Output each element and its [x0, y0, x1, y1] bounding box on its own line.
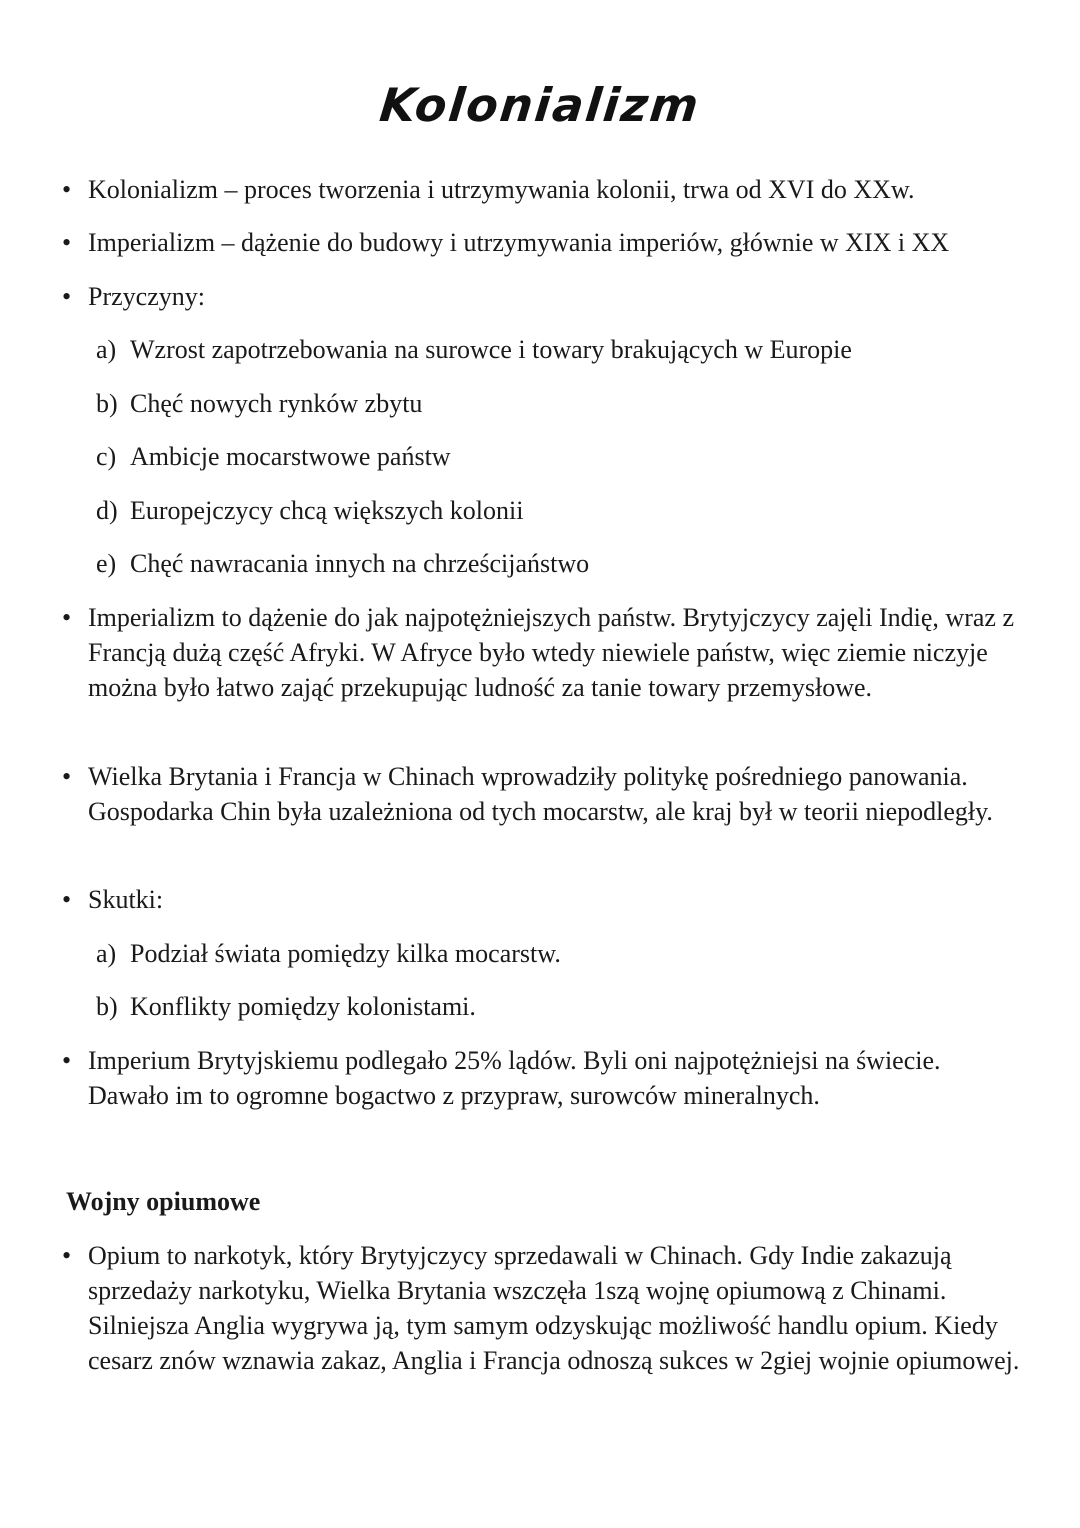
- bullet-british-empire-paragraph: Imperium Brytyjskiemu podlegało 25% lądów. Byli oni najpotężniejsi na świecie. Dawało im to ogromne bogactwo z przypraw, surowców mineralnych.: [88, 1046, 941, 1110]
- effect-item: [96, 989, 476, 1024]
- bullet-icon: •: [62, 228, 72, 257]
- effect-item: [96, 936, 561, 971]
- bullet-china-paragraph: Wielka Brytania i Francja w Chinach wprowadziły politykę pośredniego panowania. Gospodarka Chin była uzależniona od tych mocarstw, ale kraj był w teorii niepodległy.: [88, 762, 993, 826]
- bullet-icon: •: [62, 1241, 72, 1270]
- list-letter: b): [96, 389, 118, 418]
- list-letter: b): [96, 992, 118, 1021]
- cause-item: [96, 546, 589, 581]
- cause-item: [96, 332, 852, 367]
- list-text: Chęć nowych rynków zbytu: [130, 389, 423, 418]
- list-text: Chęć nawracania innych na chrześcijaństwo: [130, 549, 590, 578]
- list-text: Podział świata pomiędzy kilka mocarstw.: [130, 939, 561, 968]
- list-letter: a): [96, 335, 117, 364]
- list-letter: d): [96, 496, 118, 525]
- bullet-icon: •: [62, 282, 72, 311]
- bullet-text: Przyczyny:: [88, 282, 205, 311]
- cause-item: [96, 493, 523, 528]
- list-text: Ambicje mocarstwowe państw: [130, 442, 451, 471]
- page-title: Kolonializm: [377, 78, 703, 132]
- list-text: Wzrost zapotrzebowania na surowce i towary brakujących w Europie: [130, 335, 852, 364]
- cause-item: [96, 386, 422, 421]
- cause-item: [96, 439, 451, 474]
- list-letter: c): [96, 442, 117, 471]
- bullet-text: Skutki:: [88, 885, 164, 914]
- list-letter: a): [96, 939, 117, 968]
- list-text: Europejczycy chcą większych kolonii: [130, 496, 524, 525]
- bullet-icon: •: [62, 1046, 72, 1075]
- list-text: Konflikty pomiędzy kolonistami.: [130, 992, 476, 1021]
- bullet-icon: •: [62, 762, 72, 791]
- bullet-text: Imperializm – dążenie do budowy i utrzymywania imperiów, głównie w XIX i XX: [88, 228, 950, 257]
- bullet-text: Kolonializm – proces tworzenia i utrzymywania kolonii, trwa od XVI do XXw.: [88, 175, 915, 204]
- opium-wars-paragraph: Opium to narkotyk, który Brytyjczycy sprzedawali w Chinach. Gdy Indie zakazują sprzedaży narkotyku, Wielka Brytania wszczęła 1szą wojnę opiumową z Chinami. Silniejsza Anglia wygrywa ją, tym samym odzyskując możliwość handlu opium. Kiedy cesarz znów wznawia zakaz, Anglia i Francja odnoszą sukces w 2giej wojnie opiumowej.: [88, 1241, 1020, 1375]
- section-heading-opium-wars: Wojny opiumowe: [66, 1187, 261, 1216]
- bullet-imperialism-paragraph: Imperializm to dążenie do jak najpotężniejszych państw. Brytyjczycy zajęli Indię, wraz z Francją dużą część Afryki. W Afryce było wtedy niewiele państw, więc ziemie niczyje można było łatwo zająć przekupując ludność za tanie towary przemysłowe.: [88, 603, 1014, 702]
- bullet-icon: •: [62, 175, 72, 204]
- bullet-icon: •: [62, 885, 72, 914]
- bullet-icon: •: [62, 603, 72, 632]
- list-letter: e): [96, 549, 117, 578]
